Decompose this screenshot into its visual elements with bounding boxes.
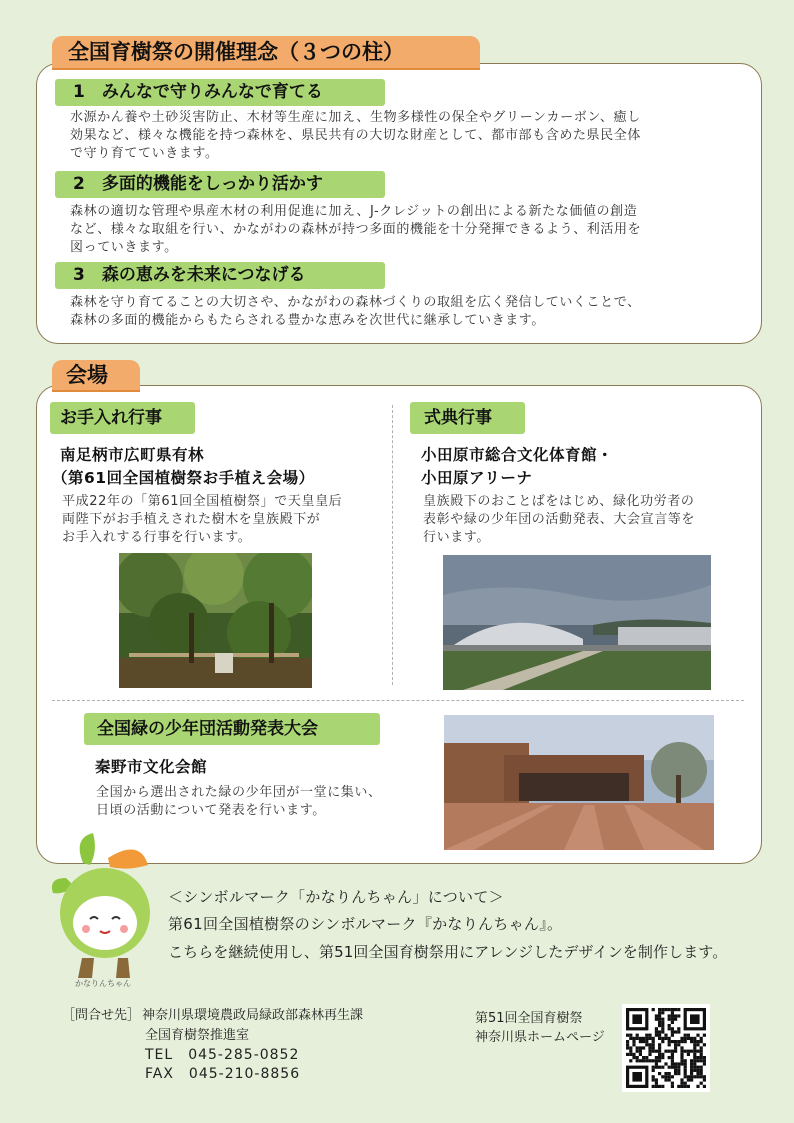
homepage-line-1: 第51回全国育樹祭 [475,1011,583,1026]
venue-vertical-divider [392,405,393,685]
principle-3-label: 3 森の恵みを未来につなげる [55,262,385,289]
shikiten-label: 式典行事 [410,402,525,434]
principle-1-label: 1 みんなで守りみんなで育てる [55,79,385,106]
contact-label: ［問合せ先］ [62,1008,141,1023]
forest-photo [119,553,312,688]
shonendan-venue-name: 秦野市文化会館 [95,758,208,776]
venue-title: 会場 [52,360,140,390]
teire-label: お手入れ行事 [50,402,195,434]
principles-title: 全国育樹祭の開催理念（３つの柱） [52,36,480,68]
contact-office: 全国育樹祭推進室 [145,1028,250,1043]
shikiten-venue-name-1: 小田原市総合文化体育館・ [421,446,614,464]
symbol-line-1: ＜シンボルマーク「かなりんちゃん」について＞ [168,888,504,906]
contact-fax: FAX 045-210-8856 [145,1066,301,1082]
shonendan-label: 全国緑の少年団活動発表大会 [84,713,380,745]
hall-photo [444,715,714,850]
contact-tel: TEL 045-285-0852 [145,1047,300,1063]
homepage-qr-code[interactable] [622,1004,710,1092]
contact-department: 神奈川県環境農政局緑政部森林再生課 [142,1008,364,1023]
symbol-line-2: 第61回全国植樹祭のシンボルマーク『かなりんちゃん』。 [168,915,563,933]
teire-venue-name-1: 南足柄市広町県有林 [60,446,205,464]
teire-text: 平成22年の「第61回全国植樹祭」で天皇皇后 両陛下がお手植えされた樹木を皇族殿下が お手入れする行事を行います。 [62,494,343,545]
venue-horizontal-divider [52,700,744,701]
shonendan-text: 全国から選出された緑の少年団が一堂に集い、 日頃の活動について発表を行います。 [96,785,382,818]
principle-2-label: 2 多面的機能をしっかり活かす [55,171,385,198]
principle-2-text: 森林の適切な管理や県産木材の利用促進に加え、J-クレジットの創出による新たな価値の創造 など、様々な取組を行い、かながわの森林が持つ多面的機能を十分発揮できるよう、利活用を 図っていきます。 [70,204,642,255]
principle-3-text: 森林を守り育てることの大切さや、かながわの森林づくりの取組を広く発信していくことで、 森林の多面的機能からもたらされる豊かな恵みを次世代に継承していきます。 [70,295,641,328]
arena-photo [443,555,711,690]
kanarin-chan-mascot [48,833,158,993]
symbol-line-3: こちらを継続使用し、第51回全国育樹祭用にアレンジしたデザインを制作します。 [168,943,728,961]
mascot-caption: かなりんちゃん [75,979,131,988]
shikiten-text: 皇族殿下のおことばをはじめ、緑化功労者の 表彰や緑の少年団の活動発表、大会宣言等を 行います。 [423,494,696,545]
principle-1-text: 水源かん養や土砂災害防止、木材等生産に加え、生物多様性の保全やグリーンカーボン、癒し 効果など、様々な機能を持つ森林を、県民共有の大切な財産として、都市部も含めた県民全体 で守り育てていきます。 [70,110,641,161]
qr-code-icon [622,1004,710,1092]
shikiten-venue-name-2: 小田原アリーナ [421,469,533,487]
teire-venue-name-2: （第61回全国植樹祭お手植え会場） [52,469,315,487]
homepage-line-2: 神奈川県ホームページ [475,1030,605,1045]
